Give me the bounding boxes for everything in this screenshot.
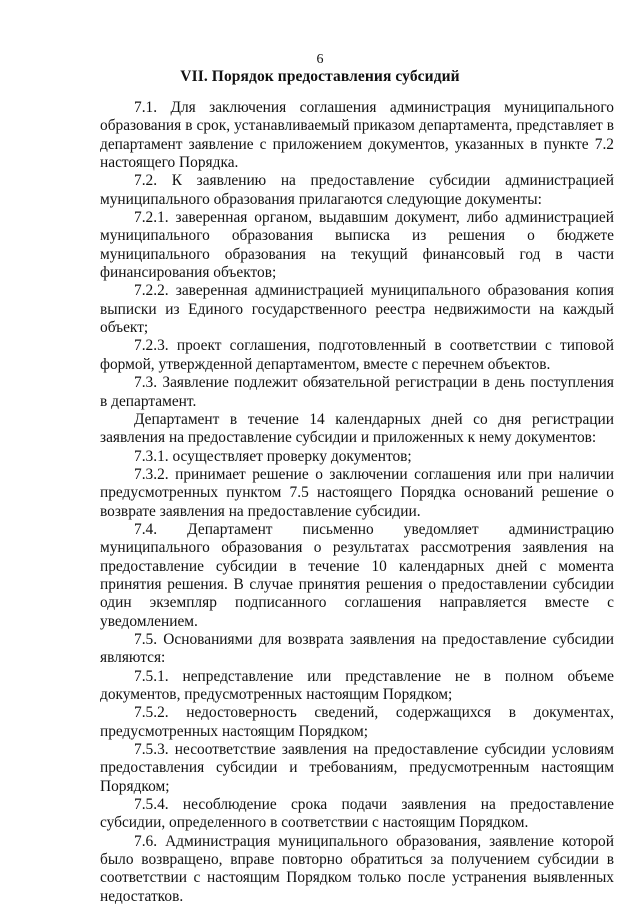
- paragraph-7-6: 7.6. Администрация муниципального образования, заявление которой было возвращено, вправе повторно обратиться за получением субсидии в соответствии с настоящим Порядком только после устранения выявленных недостатков.: [100, 832, 614, 905]
- paragraph-7-5-1: 7.5.1. непредставление или представление не в полном объеме документов, предусмотренных настоящим Порядком;: [100, 667, 614, 703]
- paragraph-7-2-3: 7.2.3. проект соглашения, подготовленный в соответствии с типовой формой, утвержденной департаментом, вместе с перечнем объектов.: [100, 337, 614, 373]
- section-title: VII. Порядок предоставления субсидий: [180, 68, 460, 85]
- paragraph-7-3-1: 7.3.1. осуществляет проверку документов;: [134, 447, 412, 465]
- paragraph-7-4: 7.4. Департамент письменно уведомляет администрацию муниципального образования о результатах рассмотрения заявления на предоставление субсидии в течение 10 календарных дней с момента принятия решения. В случае принятия решения о предоставлении субсидии один экземпляр подписанного соглашения направляется вместе с уведомлением.: [100, 520, 614, 630]
- page-number: 6: [316, 52, 324, 67]
- paragraph-7-2-1: 7.2.1. заверенная органом, выдавшим документ, либо администрацией муниципального образования выписка из решения о бюджете муниципального образования на текущий финансовый год в части финансирования объектов;: [100, 209, 614, 282]
- paragraph-7-5-2: 7.5.2. недостоверность сведений, содержащихся в документах, предусмотренных настоящим Порядком;: [100, 704, 614, 740]
- paragraph-7-2-2: 7.2.2. заверенная администрацией муниципального образования копия выписки из Единого государственного реестра недвижимости на каждый объект;: [100, 282, 614, 337]
- paragraph-7-3-2: 7.3.2. принимает решение о заключении соглашения или при наличии предусмотренных пунктом 7.5 настоящего Порядка оснований решение о возврате заявления на предоставление субсидии.: [100, 465, 614, 520]
- paragraph-7-1: 7.1. Для заключения соглашения администрация муниципального образования в срок, устанавливаемый приказом департамента, представляет в департамент заявление с приложением документов, указанных в пункте 7.2 настоящего Порядка.: [100, 99, 614, 172]
- paragraph-7-2: 7.2. К заявлению на предоставление субсидии администрацией муниципального образования прилагаются следующие документы:: [100, 172, 614, 208]
- document-body: [100, 99, 614, 906]
- paragraph-7-3-intro: Департамент в течение 14 календарных дней со дня регистрации заявления на предоставление субсидии и приложенных к нему документов:: [100, 410, 614, 447]
- paragraph-7-3: 7.3. Заявление подлежит обязательной регистрации в день поступления в департамент.: [100, 374, 614, 410]
- paragraph-7-5-3: 7.5.3. несоответствие заявления на предоставление субсидии условиям предоставления субсидии и требованиям, предусмотренным настоящим Порядком;: [100, 741, 614, 795]
- paragraph-7-5-4: 7.5.4. несоблюдение срока подачи заявления на предоставление субсидии, определенного в соответствии с настоящим Порядком.: [100, 796, 614, 832]
- paragraph-7-5: 7.5. Основаниями для возврата заявления на предоставление субсидии являются:: [100, 630, 614, 667]
